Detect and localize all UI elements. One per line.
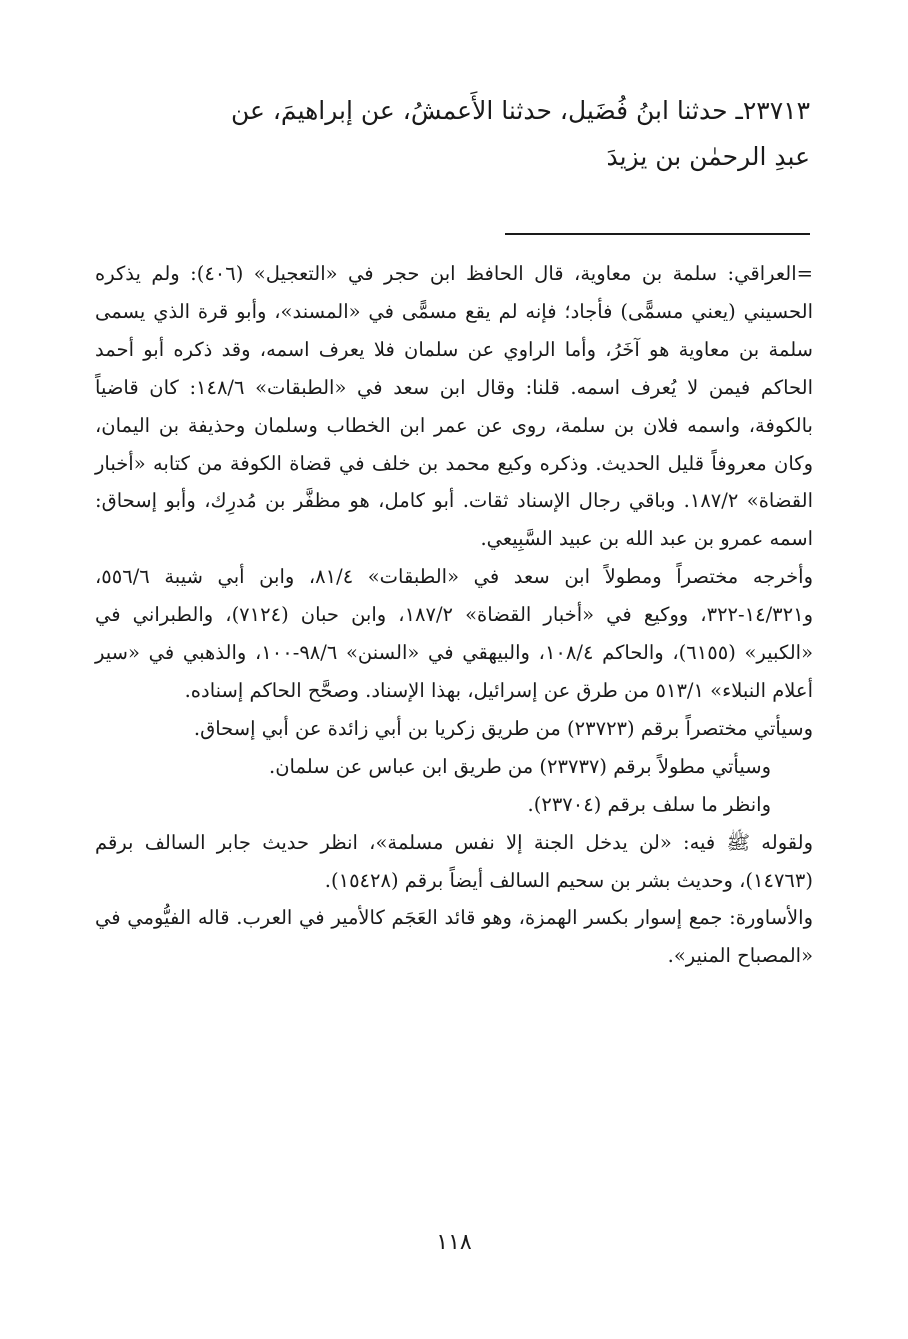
hadith-text (95, 88, 810, 180)
footnote-separator (505, 233, 810, 235)
hadith-line-2: عبدِ الرحمٰن بن يزيدَ (606, 142, 810, 171)
footnotes (95, 255, 813, 975)
footnote-paragraph: وسيأتي مختصراً برقم (٢٣٧٢٣) من طريق زكريا بن أبي زائدة عن أبي إسحاق. (193, 716, 813, 740)
page-number: ١١٨ (436, 1230, 472, 1255)
footnote-paragraph: =العراقي: سلمة بن معاوية، قال الحافظ ابن حجر في «التعجيل» (٤٠٦): ولم يذكره الحسيني (يعني مسمًّى) فأجاد؛ فإنه لم يقع مسمًّى في «المسند»، وأبو قرة الذي يسمى سلمة بن معاوية هو آخَرُ، وأما الراوي عن سلمان فلا يعرف اسمه، وقد ذكره أبو أحمد الحاكم فيمن لا يُعرف اسمه. قلنا: وقال ابن سعد في «الطبقات» ١٤٨/٦: كان قاضياً بالكوفة، واسمه فلان بن سلمة، روى عن عمر ابن الخطاب وسلمان وحذيفة بن اليمان، وكان معروفاً قليل الحديث. وذكره وكيع محمد بن خلف في قضاة الكوفة من كتابه «أخبار القضاة» ١٨٧/٢. وباقي رجال الإسناد ثقات. أبو كامل، هو مظفَّر بن مُدرِك، وأبو إسحاق: اسمه عمرو بن عبد الله بن عبيد السَّبِيعي. (95, 262, 814, 551)
footnote-paragraph: وانظر ما سلف برقم (٢٣٧٠٤). (527, 792, 771, 816)
footnote-paragraph: وسيأتي مطولاً برقم (٢٣٧٣٧) من طريق ابن عباس عن سلمان. (269, 754, 771, 778)
footnote-paragraph: والأساورة: جمع إسوار بكسر الهمزة، وهو قائد العَجَم كالأمير في العرب. قاله الفيُّومي في «المصباح المنير». (95, 906, 813, 968)
footnote-paragraph: ولقوله ﷺ فيه: «لن يدخل الجنة إلا نفس مسلمة»، انظر حديث جابر السالف برقم (١٤٧٦٣)، وحديث بشر بن سحيم السالف أيضاً برقم (١٥٤٢٨). (95, 830, 813, 892)
hadith-line-1: ٢٣٧١٣ـ حدثنا ابنُ فُضَيل، حدثنا الأَعمشُ، عن إبراهيمَ، عن (230, 96, 810, 125)
footnote-paragraph: وأخرجه مختصراً ومطولاً ابن سعد في «الطبقات» ٨١/٤، وابن أبي شيبة ٥٥٦/٦، و١٤/٣٢١-٣٢٢، ووكيع في «أخبار القضاة» ١٨٧/٢، وابن حبان (٧١٢٤)، والطبراني في «الكبير» (٦١٥٥)، والحاكم ١٠٨/٤، والبيهقي في «السنن» ٩٨/٦-١٠٠، والذهبي في «سير أعلام النبلاء» ٥١٣/١ من طرق عن إسرائيل، بهذا الإسناد. وصحَّح الحاكم إسناده. (95, 565, 814, 702)
